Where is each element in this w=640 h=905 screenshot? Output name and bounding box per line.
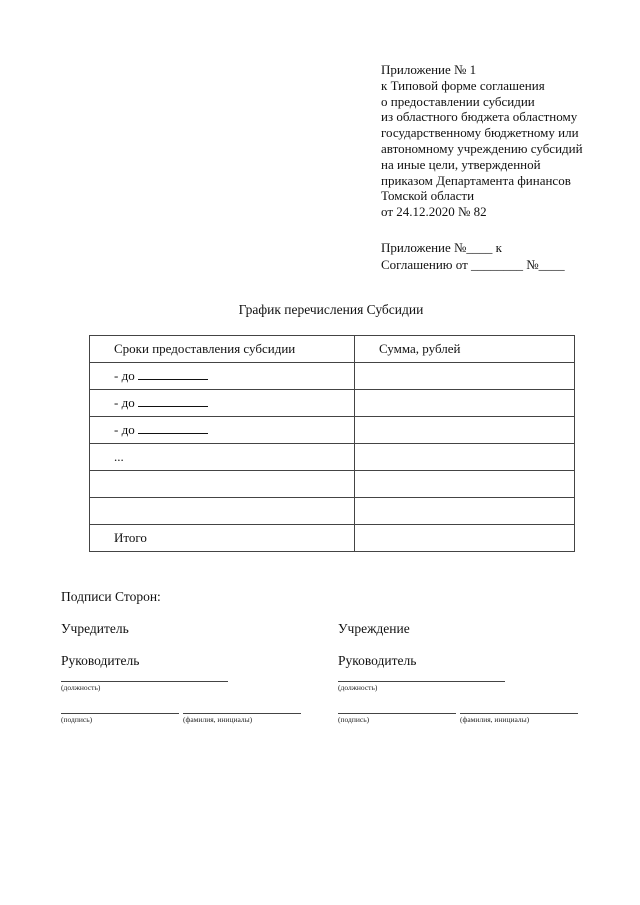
- total-label: Итого: [90, 525, 355, 552]
- header-amount: Сумма, рублей: [355, 336, 575, 363]
- date-blank: [138, 395, 208, 407]
- institution-name-caption: (фамилия, инициалы): [460, 715, 530, 724]
- term-cell: [90, 417, 355, 444]
- founder-role: Руководитель: [61, 653, 140, 668]
- table-row: [90, 417, 575, 444]
- term-cell: [90, 498, 355, 525]
- amount-cell: [355, 444, 575, 471]
- signatures-title: Подписи Сторон:: [61, 589, 161, 604]
- table-row: [90, 390, 575, 417]
- institution-role: Руководитель: [338, 653, 417, 668]
- term-cell: [90, 471, 355, 498]
- institution-position-caption: (должность): [338, 683, 378, 692]
- term-label: - до: [114, 422, 135, 437]
- founder-position-line: [61, 681, 228, 682]
- agreement-line: Приложение №____ к: [381, 240, 502, 255]
- founder-signature-caption: (подпись): [61, 715, 93, 724]
- institution-name-line: [460, 713, 578, 714]
- founder-name-line: [183, 713, 301, 714]
- term-cell: [90, 363, 355, 390]
- header-term: Сроки предоставления субсидии: [90, 336, 355, 363]
- amount-cell: [355, 471, 575, 498]
- institution-signature-line: [338, 713, 456, 714]
- appendix-line: Приложение № 1: [381, 62, 477, 77]
- founder-position-caption: (должность): [61, 683, 101, 692]
- founder-name-caption: (фамилия, инициалы): [183, 715, 253, 724]
- appendix-line: государственному бюджетному или: [381, 125, 579, 141]
- founder-signature-line: [61, 713, 179, 714]
- agreement-line: Соглашению от ________ №____: [381, 257, 565, 272]
- appendix-line: Томской области: [381, 188, 475, 204]
- date-blank: [138, 368, 208, 380]
- table-row: [90, 471, 575, 498]
- term-cell: ...: [90, 444, 355, 471]
- table-row: [90, 498, 575, 525]
- amount-cell: [355, 363, 575, 390]
- term-cell: [90, 390, 355, 417]
- appendix-line: приказом Департамента финансов: [381, 172, 571, 188]
- institution-label: Учреждение: [338, 621, 410, 636]
- institution-position-line: [338, 681, 505, 682]
- appendix-line: автономному учреждению субсидий: [381, 140, 583, 156]
- founder-label: Учредитель: [61, 621, 129, 636]
- term-label: - до: [114, 395, 135, 410]
- amount-cell: [355, 417, 575, 444]
- appendix-line: к Типовой форме соглашения: [381, 77, 545, 93]
- appendix-line: о предоставлении субсидии: [381, 93, 535, 109]
- amount-cell: [355, 390, 575, 417]
- table-row: [90, 363, 575, 390]
- table-total-row: [90, 525, 575, 552]
- institution-signature-caption: (подпись): [338, 715, 370, 724]
- appendix-line: на иные цели, утвержденной: [381, 156, 541, 172]
- appendix-line: от 24.12.2020 № 82: [381, 204, 487, 220]
- agreement-reference: [381, 239, 631, 273]
- amount-cell: [355, 498, 575, 525]
- appendix-line: из областного бюджета областному: [381, 109, 578, 125]
- appendix-header: [381, 62, 631, 220]
- table-row: [90, 444, 575, 471]
- payment-schedule-table: [89, 335, 575, 552]
- date-blank: [138, 422, 208, 434]
- table-header-row: [90, 336, 575, 363]
- total-amount: [355, 525, 575, 552]
- schedule-title: График перечисления Субсидии: [238, 302, 424, 317]
- term-label: - до: [114, 368, 135, 383]
